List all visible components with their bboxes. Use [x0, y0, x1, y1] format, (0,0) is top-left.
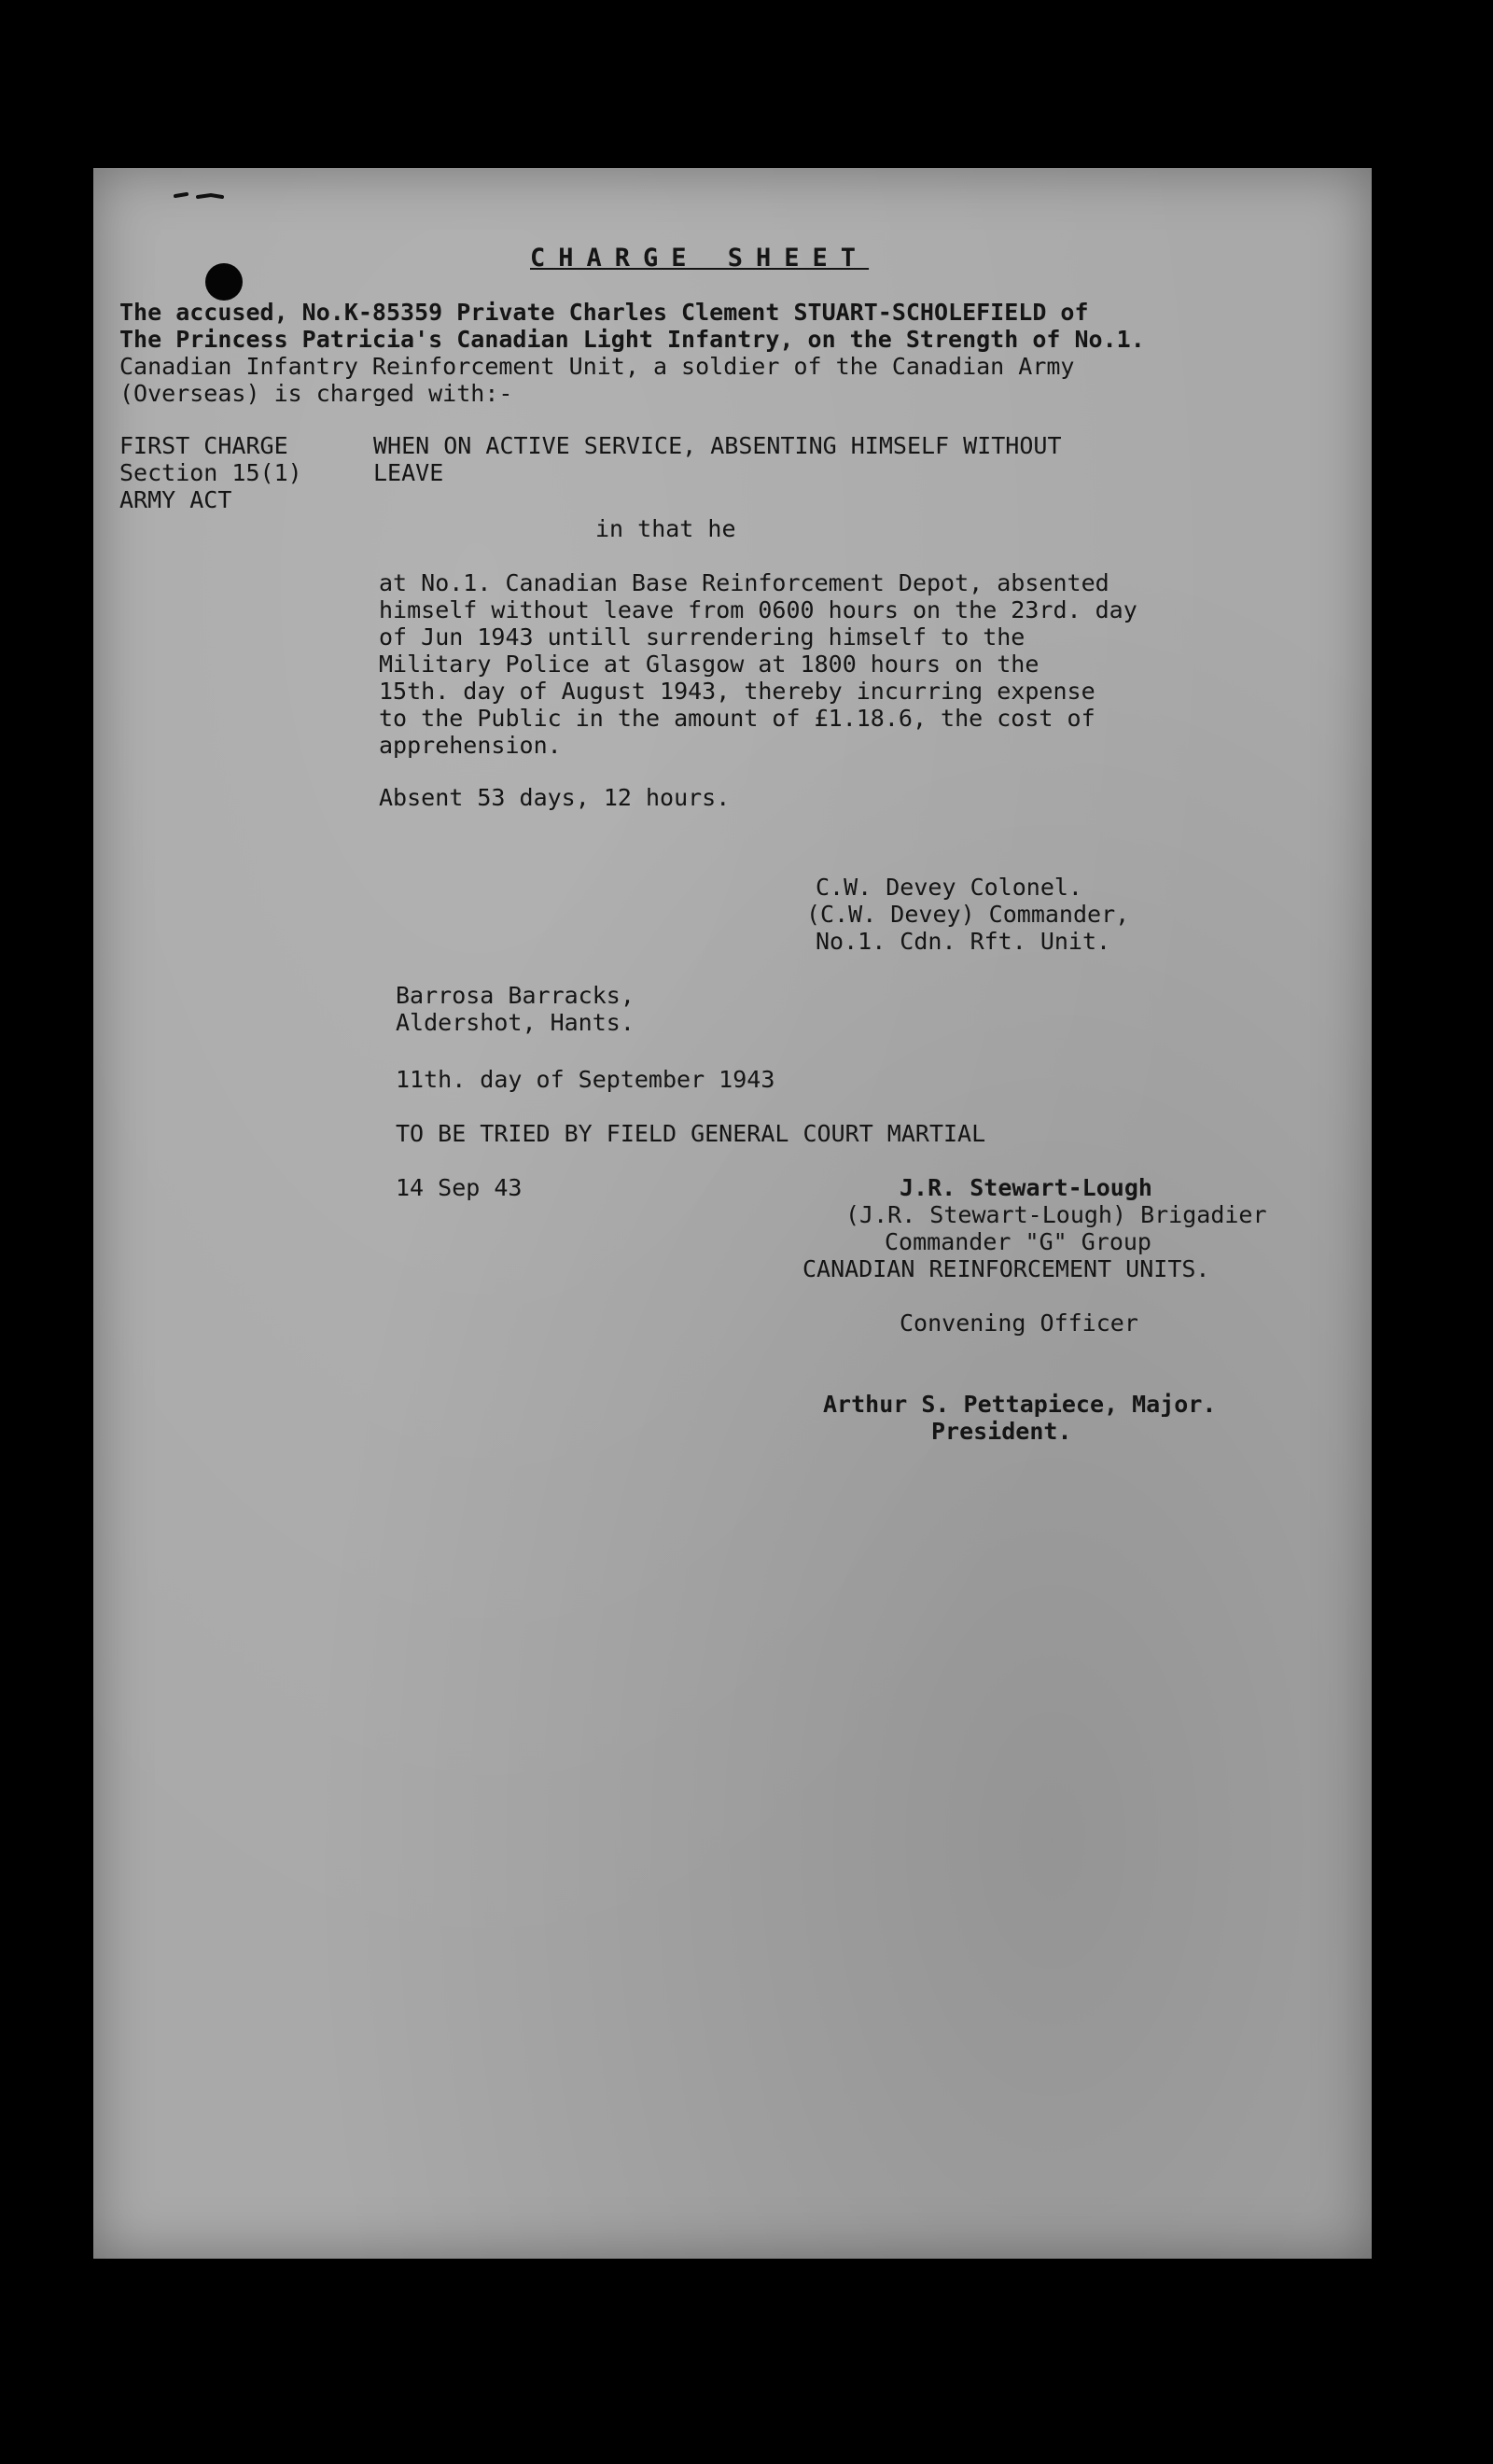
signatory-line: (C.W. Devey) Commander,	[806, 901, 1130, 928]
particulars-line: himself without leave from 0600 hours on the 23rd. day	[379, 596, 1137, 623]
signatory-line: Commander "G" Group	[885, 1228, 1151, 1255]
absence-line: Absent 53 days, 12 hours.	[379, 784, 731, 811]
particulars-line: 15th. day of August 1943, thereby incurring expense	[379, 678, 1095, 705]
address-line: Aldershot, Hants.	[396, 1009, 635, 1036]
punch-hole	[205, 263, 243, 301]
intro-line: (Overseas) is charged with:-	[119, 380, 513, 407]
president-line: President.	[931, 1418, 1072, 1445]
date-line: 11th. day of September 1943	[396, 1066, 775, 1093]
signatory-line: CANADIAN REINFORCEMENT UNITS.	[802, 1255, 1210, 1282]
particulars-line: of Jun 1943 untill surrendering himself to the	[379, 623, 1026, 651]
charge-label-line: ARMY ACT	[119, 486, 232, 513]
charge-heading-line: LEAVE	[373, 459, 444, 486]
address-line: Barrosa Barracks,	[396, 982, 635, 1009]
particulars-line: apprehension.	[379, 732, 562, 759]
trial-instruction: TO BE TRIED BY FIELD GENERAL COURT MARTIAL	[396, 1120, 986, 1147]
particulars-line: to the Public in the amount of £1.18.6, the cost of	[379, 705, 1095, 732]
signatory-line: (J.R. Stewart-Lough) Brigadier	[845, 1201, 1267, 1228]
document-title: CHARGE SHEET	[530, 244, 870, 273]
pen-mark	[174, 189, 239, 202]
particulars-line: Military Police at Glasgow at 1800 hours on the	[379, 651, 1040, 678]
in-that-line: in that he	[595, 515, 736, 542]
convening-officer-label: Convening Officer	[900, 1309, 1138, 1337]
intro-line: The Princess Patricia's Canadian Light Infantry, on the Strength of No.1.	[119, 326, 1145, 353]
president-line: Arthur S. Pettapiece, Major.	[823, 1391, 1217, 1418]
signatory-line: No.1. Cdn. Rft. Unit.	[816, 928, 1111, 955]
signatory-line: C.W. Devey Colonel.	[816, 874, 1082, 901]
intro-line: Canadian Infantry Reinforcement Unit, a soldier of the Canadian Army	[119, 353, 1075, 380]
particulars-line: at No.1. Canadian Base Reinforcement Depot, absented	[379, 569, 1109, 596]
intro-line: The accused, No.K-85359 Private Charles Clement STUART-SCHOLEFIELD of	[119, 299, 1089, 326]
charge-heading-line: WHEN ON ACTIVE SERVICE, ABSENTING HIMSELF WITHOUT	[373, 432, 1062, 459]
signatory-line: J.R. Stewart-Lough	[900, 1174, 1152, 1201]
short-date: 14 Sep 43	[396, 1174, 523, 1201]
charge-label-line: Section 15(1)	[119, 459, 302, 486]
charge-label-line: FIRST CHARGE	[119, 432, 288, 459]
charge-sheet-page	[93, 168, 1372, 2259]
